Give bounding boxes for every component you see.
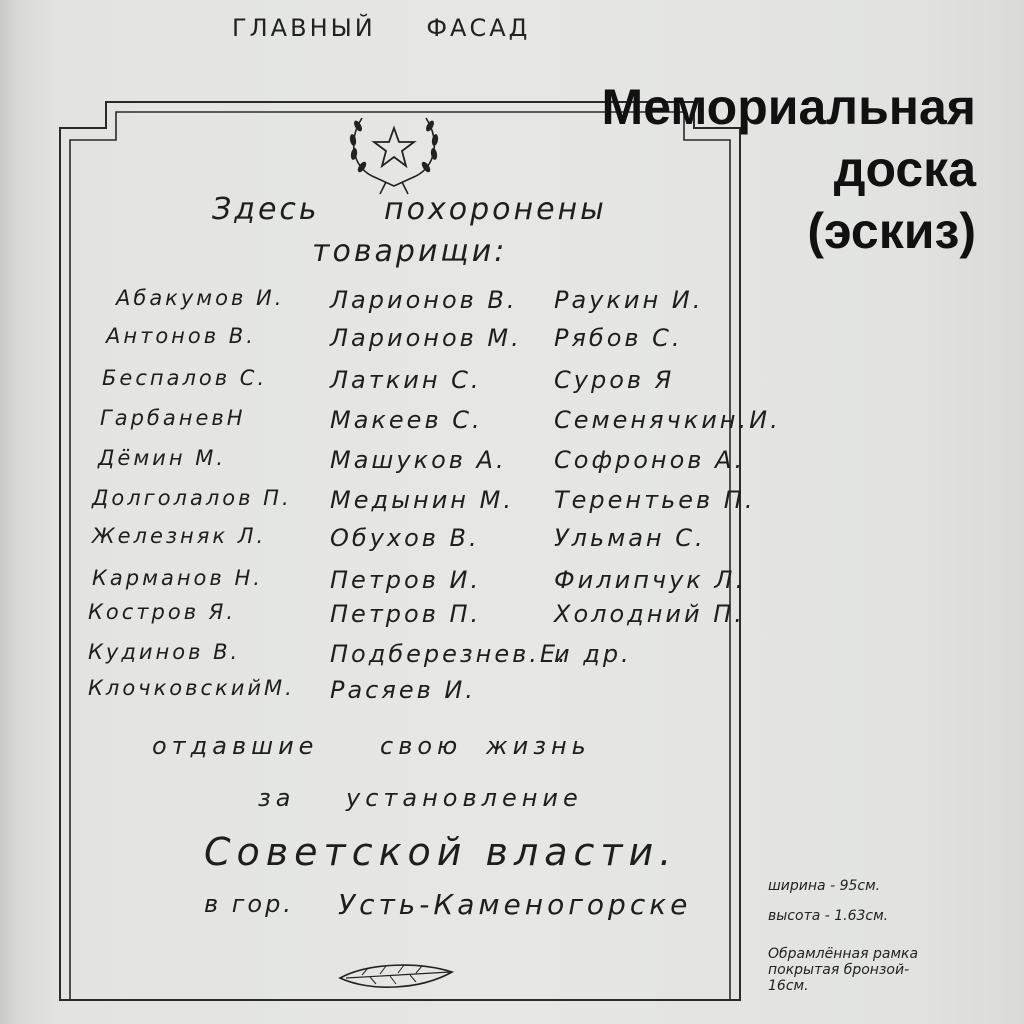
name-col3-row-8: Филипчук Л. bbox=[554, 566, 747, 594]
name-col3-row-6: Терентьев П. bbox=[554, 486, 756, 514]
spec-height: высота - 1.63см. bbox=[768, 908, 889, 924]
name-col2-row-3: Латкин С. bbox=[330, 366, 482, 394]
name-col2-row-9: Петров П. bbox=[330, 600, 482, 628]
name-col1-row-8: Карманов Н. bbox=[92, 566, 263, 590]
heading-tovarishchi: товарищи: bbox=[312, 234, 508, 269]
footer-ust-kamenogorske: Усть-Каменогорске bbox=[338, 888, 692, 921]
name-col3-row-2: Рябов С. bbox=[554, 324, 683, 352]
name-col1-row-2: Антонов В. bbox=[106, 324, 256, 348]
overlay-title-line-2: доска bbox=[833, 141, 976, 197]
overlay-title bbox=[602, 76, 976, 262]
leaf-ornament bbox=[340, 965, 452, 987]
name-col3-row-1: Раукин И. bbox=[554, 286, 704, 314]
name-col3-row-7: Ульман С. bbox=[554, 524, 706, 552]
footer-otdavshie: отдавшие bbox=[152, 732, 319, 760]
name-col1-row-4: ГарбаневН bbox=[100, 406, 246, 430]
footer-zhizn: жизнь bbox=[486, 732, 591, 760]
name-col2-row-5: Машуков А. bbox=[330, 446, 507, 474]
spec-frame-line-1: Обрамлённая рамка bbox=[768, 946, 919, 962]
header-right: ФАСАД bbox=[426, 14, 531, 42]
name-col2-row-6: Медынин М. bbox=[330, 486, 514, 514]
name-col1-row-9: Костров Я. bbox=[88, 600, 237, 624]
name-col3-row-9: Холодний П. bbox=[554, 600, 745, 628]
spec-width: ширина - 95см. bbox=[768, 878, 881, 894]
name-col3-row-4: Семенячкин.И. bbox=[554, 406, 781, 434]
name-col2-row-4: Макеев С. bbox=[330, 406, 483, 434]
name-col3-row-3: Суров Я bbox=[554, 366, 675, 394]
footer-ustanovlenie: установление bbox=[346, 784, 583, 812]
name-col2-row-10: Подберезнев.Е. bbox=[330, 640, 569, 668]
name-col1-row-5: Дёмин М. bbox=[98, 446, 227, 470]
name-col1-row-11: КлочковскийМ. bbox=[88, 676, 295, 700]
spec-frame bbox=[768, 946, 918, 994]
name-col1-row-1: Абакумов И. bbox=[116, 286, 285, 310]
name-col3-row-10: и др. bbox=[554, 640, 632, 668]
footer-sovetskoy-vlasti: Советской власти. bbox=[204, 830, 678, 874]
spec-frame-line-3: 16см. bbox=[768, 978, 809, 994]
name-col1-row-3: Беспалов С. bbox=[102, 366, 268, 390]
name-col3-row-5: Софронов А. bbox=[554, 446, 746, 474]
name-col1-row-6: Долголалов П. bbox=[92, 486, 292, 510]
name-col1-row-7: Железняк Л. bbox=[92, 524, 267, 548]
header-left: ГЛАВНЫЙ bbox=[232, 14, 376, 42]
wreath-star-emblem bbox=[349, 118, 439, 194]
name-col1-row-10: Кудинов В. bbox=[88, 640, 241, 664]
heading-zdes: Здесь bbox=[212, 192, 320, 227]
name-col2-row-1: Ларионов В. bbox=[330, 286, 518, 314]
sheet-header bbox=[232, 14, 570, 42]
name-col2-row-11: Расяев И. bbox=[330, 676, 476, 704]
spec-frame-line-2: покрытая бронзой- bbox=[768, 962, 910, 978]
footer-svoyu: свою bbox=[380, 732, 463, 760]
footer-v-gor: в гор. bbox=[204, 890, 294, 918]
name-col2-row-2: Ларионов М. bbox=[330, 324, 522, 352]
heading-pokhoroneny: похоронены bbox=[384, 192, 607, 227]
overlay-title-line-3: (эскиз) bbox=[807, 203, 976, 259]
name-col2-row-7: Обухов В. bbox=[330, 524, 480, 552]
name-col2-row-8: Петров И. bbox=[330, 566, 482, 594]
footer-za: за bbox=[258, 784, 296, 812]
overlay-title-line-1: Мемориальная bbox=[601, 79, 976, 135]
